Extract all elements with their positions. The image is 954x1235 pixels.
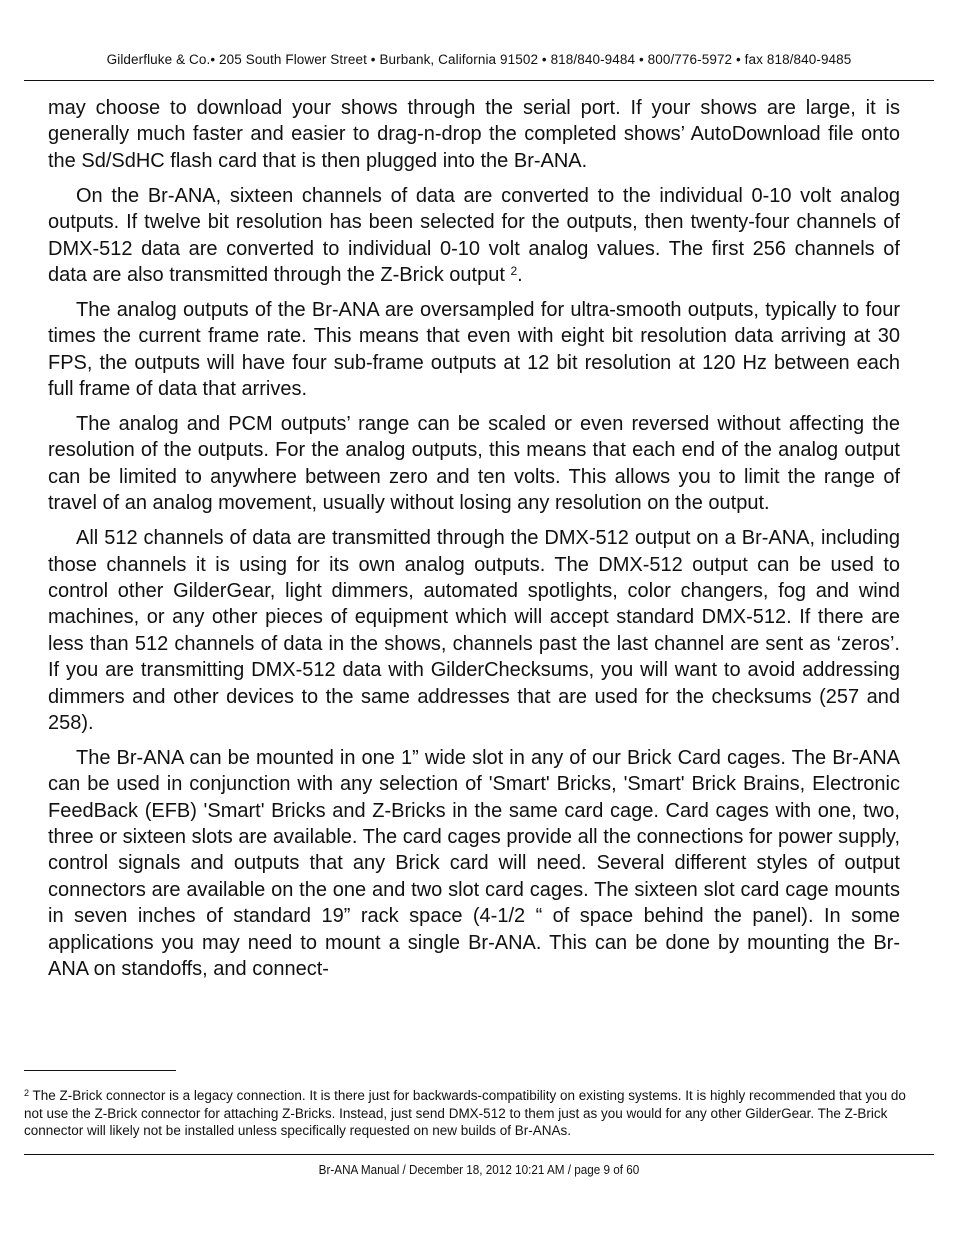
paragraph-4: The analog and PCM outputs’ range can be scaled or even reversed without affecting the resolution of the outputs. For the analog outputs, this means that each end of the analog output can be limited to anywhere between zero and ten volts. This allows you to limit the range of travel of an analog movement, usually without losing any resolution on the output. <box>48 412 900 515</box>
footer-rule <box>24 1154 934 1155</box>
paragraph-2-text: On the Br-ANA, sixteen channels of data are converted to the individual 0-10 volt analog outputs. If twelve bit resolution has been selected for the outputs, then twenty-four channels of DMX-512 data are converted to individual 0-10 volt analog values. The first 256 channels of data are also transmitted through the Z-Brick output <box>48 184 900 286</box>
paragraph-5: All 512 channels of data are transmitted through the DMX-512 output on a Br-ANA, including those channels it is using for its own analog outputs. The DMX-512 output can be used to control other GilderGear, light dimmers, automated spotlights, color changers, fog and wind machines, or any other pieces of equipment which will accept standard DMX-512. If there are less than 512 channels of data in the shows, channels past the last channel are sent as ‘zeros’. If you are transmitting DMX-512 data with GilderChecksums, you will want to avoid addressing dimmers and other devices to the same addresses that are used for the checksums (257 and 258). <box>48 527 900 734</box>
footnote-text: The Z-Brick connector is a legacy connection. It is there just for backwards-compatibility on existing systems. It is highly recommended that you do not use the Z-Brick connector for attaching Z-Bricks. Instead, just send DMX-512 to them just as you would for any other GilderGear. The Z-Brick connector will likely not be installed unless specifically requested on new builds of Br-ANAs. <box>24 1088 906 1138</box>
paragraph-6: The Br-ANA can be mounted in one 1” wide slot in any of our Brick Card cages. The Br-ANA can be used in conjunction with any selection of 'Smart' Bricks, 'Smart' Brick Brains, Electronic FeedBack (EFB) 'Smart' Bricks and Z-Bricks in the same card cage. Card cages with one, two, three or sixteen slots are available. The card cages provide all the connections for power supply, control signals and outputs that any Brick card will need. Several different styles of output connectors are available on the one and two slot card cages. The sixteen slot card cage mounts in seven inches of standard 19” rack space (4-1/2 “ of space behind the panel). In some applications you may need to mount a single Br-ANA. This can be done by mounting the Br-ANA on standoffs, and connect- <box>48 746 900 981</box>
footnote-rule <box>24 1070 176 1071</box>
page-header: Gilderfluke & Co.• 205 South Flower Street • Burbank, California 91502 • 818/840-9484 • 800/776-5972 • fax 818/840-9485 <box>106 52 852 67</box>
footnote-reference: 2 <box>510 263 518 278</box>
header-rule <box>24 80 934 81</box>
footnote-number: 2 <box>24 1088 30 1098</box>
paragraph-3: The analog outputs of the Br-ANA are oversampled for ultra-smooth outputs, typically to four times the current frame rate. This means that even with eight bit resolution data arriving at 30 FPS, the outputs will have four sub-frame outputs at 12 bit resolution at 120 Hz between each full frame of data that arrives. <box>48 298 900 401</box>
page-footer: Br-ANA Manual / December 18, 2012 10:21 AM / page 9 of 60 <box>318 1162 640 1177</box>
paragraph-1: may choose to download your shows through the serial port. If your shows are large, it is generally much faster and easier to drag-n-drop the completed shows’ AutoDownload file onto the Sd/SdHC flash card that is then plugged into the Br-ANA. <box>48 97 900 172</box>
footnote <box>24 1087 924 1140</box>
paragraph-2 <box>48 183 900 289</box>
body-text <box>48 95 900 991</box>
paragraph-2-end: . <box>517 263 523 286</box>
